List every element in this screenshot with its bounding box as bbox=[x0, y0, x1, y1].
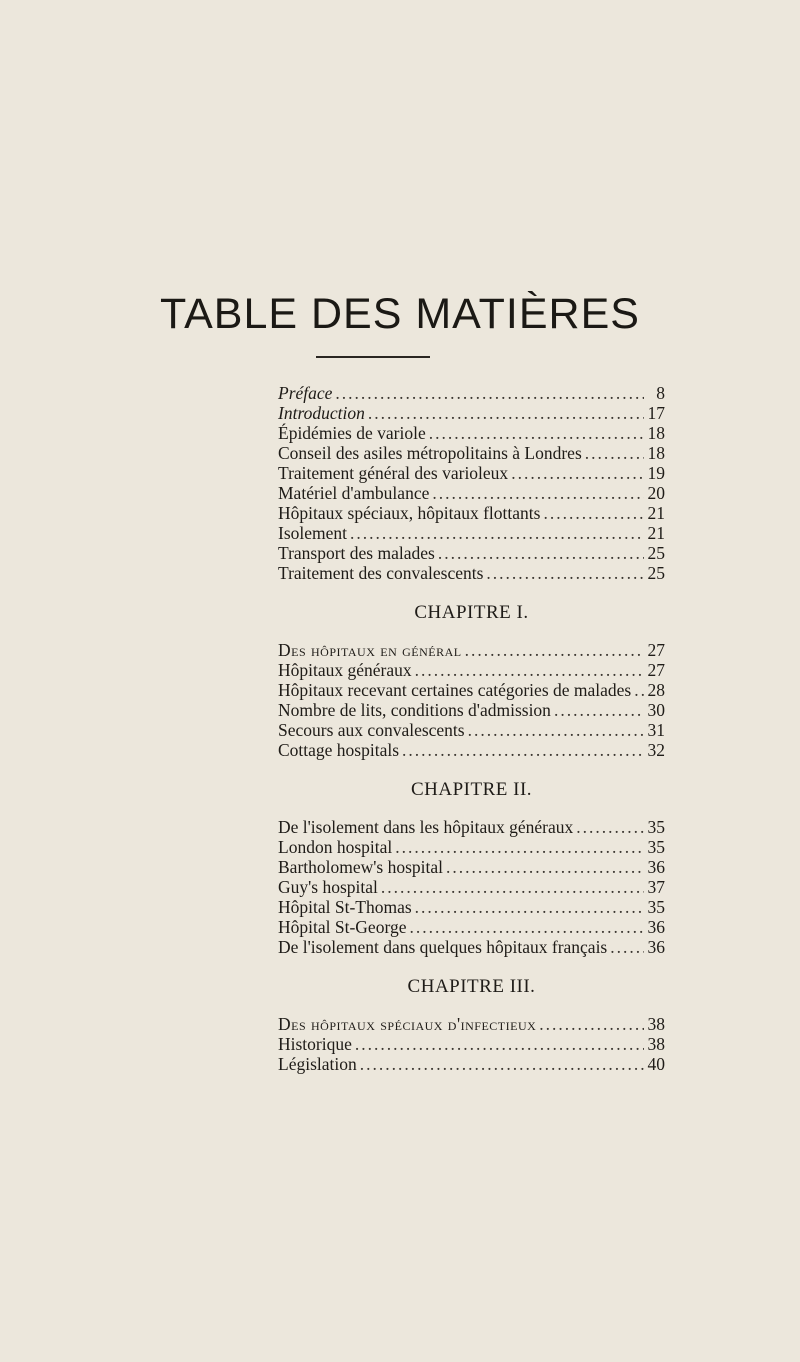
dot-leader bbox=[585, 443, 644, 463]
chapter-heading: CHAPITRE II. bbox=[410, 779, 533, 800]
toc-entry-label: Historique bbox=[278, 1034, 352, 1054]
dot-leader bbox=[429, 423, 644, 443]
toc-entry-label: Introduction bbox=[278, 403, 365, 423]
dot-leader bbox=[468, 720, 644, 740]
toc-entry-label: Hôpitaux généraux bbox=[278, 660, 412, 680]
toc-entry-page-number: 36 bbox=[647, 937, 665, 957]
toc-entry-page-number: 35 bbox=[647, 897, 665, 917]
toc-entry-page-number: 37 bbox=[647, 877, 665, 897]
toc-entry-label: Nombre de lits, conditions d'admission bbox=[278, 700, 551, 720]
toc-entry bbox=[278, 937, 665, 957]
dot-leader bbox=[395, 837, 644, 857]
dot-leader bbox=[368, 403, 644, 423]
dot-leader bbox=[350, 523, 644, 543]
toc-entry-page-number: 18 bbox=[647, 443, 665, 463]
toc-entry-page-number: 35 bbox=[647, 837, 665, 857]
toc-entry bbox=[278, 660, 665, 680]
dot-leader bbox=[360, 1054, 644, 1074]
dot-leader bbox=[610, 937, 644, 957]
toc-entry bbox=[278, 563, 665, 583]
toc-entry bbox=[278, 817, 665, 837]
chapter-heading: CHAPITRE III. bbox=[407, 976, 536, 997]
dot-leader bbox=[539, 1014, 644, 1034]
toc-entry-label: Isolement bbox=[278, 523, 348, 543]
toc-entry-label: Hôpitaux spéciaux, hôpitaux flottants bbox=[278, 503, 541, 523]
toc-entry bbox=[278, 1014, 665, 1034]
dot-leader bbox=[409, 917, 644, 937]
toc-entry-page-number: 18 bbox=[647, 423, 665, 443]
toc-entry-page-number: 19 bbox=[647, 463, 665, 483]
toc-entry-page-number: 28 bbox=[647, 680, 665, 700]
toc-entry-label: Hôpital St-Thomas bbox=[278, 897, 412, 917]
toc-entry-label: Des hôpitaux en général bbox=[278, 640, 462, 660]
toc-entry-page-number: 36 bbox=[647, 917, 665, 937]
toc-entry bbox=[278, 543, 665, 563]
toc-entry bbox=[278, 877, 665, 897]
toc-entry bbox=[278, 720, 665, 740]
toc-entry bbox=[278, 897, 665, 917]
toc-entry-page-number: 21 bbox=[647, 503, 665, 523]
dot-leader bbox=[634, 680, 644, 700]
toc-entry bbox=[278, 917, 665, 937]
toc-entry bbox=[278, 403, 665, 423]
toc-entry-page-number: 20 bbox=[647, 483, 665, 503]
toc-entry-label: Cottage hospitals bbox=[278, 740, 400, 760]
toc-entry-label: Préface bbox=[278, 383, 333, 403]
chapter-section bbox=[278, 973, 665, 1074]
front-matter-section bbox=[278, 383, 665, 583]
page-title: TABLE DES MATIÈRES bbox=[160, 290, 640, 338]
toc-entry-label: De l'isolement dans quelques hôpitaux français bbox=[278, 937, 608, 957]
table-of-contents bbox=[278, 383, 665, 1074]
toc-entry-label: Hôpital St-George bbox=[278, 917, 407, 937]
dot-leader bbox=[446, 857, 644, 877]
chapters-container bbox=[278, 599, 665, 1074]
toc-entry bbox=[278, 483, 665, 503]
toc-entry-page-number: 38 bbox=[647, 1014, 665, 1034]
dot-leader bbox=[415, 897, 644, 917]
toc-entry-page-number: 25 bbox=[647, 563, 665, 583]
dot-leader bbox=[415, 660, 644, 680]
toc-entry-label: Traitement des convalescents bbox=[278, 563, 484, 583]
toc-entry-page-number: 35 bbox=[647, 817, 665, 837]
toc-entry bbox=[278, 423, 665, 443]
toc-entry-label: Secours aux convalescents bbox=[278, 720, 465, 740]
toc-entry-page-number: 21 bbox=[647, 523, 665, 543]
toc-entry-label: Guy's hospital bbox=[278, 877, 378, 897]
toc-entry-label: Législation bbox=[278, 1054, 357, 1074]
toc-entry bbox=[278, 383, 665, 403]
toc-entry-label: Matériel d'ambulance bbox=[278, 483, 430, 503]
toc-entry bbox=[278, 463, 665, 483]
toc-entry bbox=[278, 680, 665, 700]
toc-entry bbox=[278, 700, 665, 720]
toc-entry bbox=[278, 857, 665, 877]
dot-leader bbox=[335, 383, 644, 403]
dot-leader bbox=[402, 740, 644, 760]
toc-entry bbox=[278, 503, 665, 523]
chapter-heading: CHAPITRE I. bbox=[414, 602, 529, 623]
dot-leader bbox=[554, 700, 644, 720]
toc-entry bbox=[278, 523, 665, 543]
dot-leader bbox=[486, 563, 644, 583]
toc-entry-page-number: 36 bbox=[647, 857, 665, 877]
toc-entry-label: Transport des malades bbox=[278, 543, 435, 563]
toc-entry bbox=[278, 1034, 665, 1054]
toc-entry-label: Traitement général des varioleux bbox=[278, 463, 509, 483]
dot-leader bbox=[438, 543, 644, 563]
toc-entry-page-number: 30 bbox=[647, 700, 665, 720]
toc-entry-label: Épidémies de variole bbox=[278, 423, 426, 443]
toc-entry-page-number: 32 bbox=[647, 740, 665, 760]
toc-entry bbox=[278, 837, 665, 857]
toc-entry-page-number: 8 bbox=[656, 383, 665, 403]
toc-entry-page-number: 27 bbox=[647, 640, 665, 660]
toc-entry-page-number: 38 bbox=[647, 1034, 665, 1054]
toc-entry bbox=[278, 640, 665, 660]
toc-entry-page-number: 31 bbox=[647, 720, 665, 740]
dot-leader bbox=[465, 640, 644, 660]
title-divider bbox=[316, 356, 430, 358]
toc-entry bbox=[278, 740, 665, 760]
toc-entry-label: Des hôpitaux spéciaux d'infectieux bbox=[278, 1014, 537, 1034]
toc-entry-label: London hospital bbox=[278, 837, 393, 857]
dot-leader bbox=[355, 1034, 644, 1054]
toc-entry-page-number: 40 bbox=[647, 1054, 665, 1074]
toc-entry bbox=[278, 443, 665, 463]
dot-leader bbox=[576, 817, 644, 837]
toc-entry-page-number: 17 bbox=[647, 403, 665, 423]
dot-leader bbox=[381, 877, 644, 897]
toc-entry-label: Hôpitaux recevant certaines catégories de malades bbox=[278, 680, 632, 700]
chapter-section bbox=[278, 776, 665, 957]
toc-entry bbox=[278, 1054, 665, 1074]
toc-entry-page-number: 25 bbox=[647, 543, 665, 563]
dot-leader bbox=[543, 503, 644, 523]
toc-entry-label: De l'isolement dans les hôpitaux généraux bbox=[278, 817, 574, 837]
toc-entry-page-number: 27 bbox=[647, 660, 665, 680]
dot-leader bbox=[432, 483, 644, 503]
dot-leader bbox=[511, 463, 644, 483]
chapter-section bbox=[278, 599, 665, 760]
toc-entry-label: Bartholomew's hospital bbox=[278, 857, 444, 877]
toc-entry-label: Conseil des asiles métropolitains à Londres bbox=[278, 443, 582, 463]
